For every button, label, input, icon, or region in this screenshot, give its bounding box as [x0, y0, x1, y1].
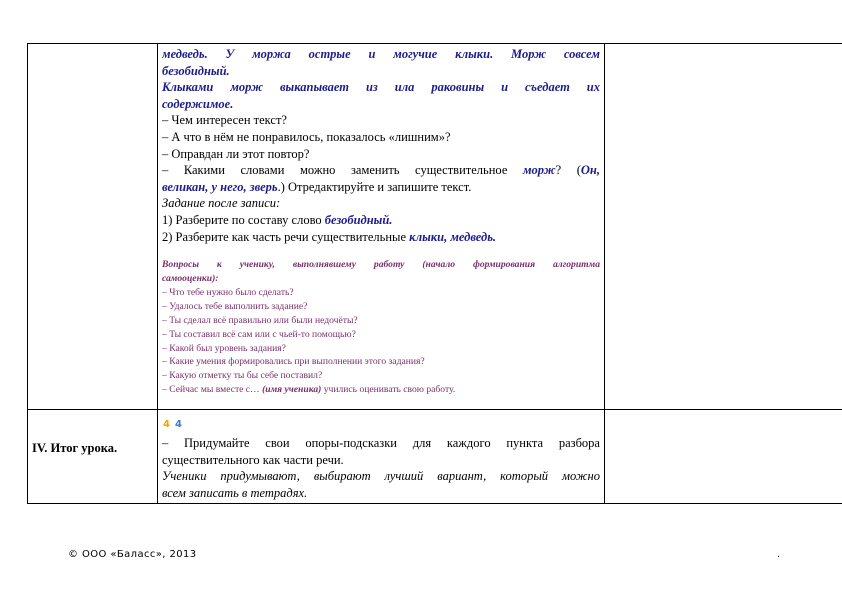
question-item: – Что тебе нужно было сделать?: [162, 286, 294, 298]
questions-title-cont: самооценки):: [162, 273, 219, 285]
summary-line-3: Ученики придумывают, выбирают лучший вариант, который можно: [162, 469, 600, 484]
col-border-left: [27, 43, 28, 504]
step-numbers: [163, 419, 182, 430]
text-line-2: безобидный.: [162, 63, 230, 78]
footer-page-dot: .: [777, 549, 781, 560]
question-item: – Удалось тебе выполнить задание?: [162, 300, 308, 312]
question-replace-cont: великан, у него, зверь.) Отредактируйте и запишите текст.: [162, 179, 472, 194]
text-line-4: содержимое.: [162, 96, 234, 111]
col-border-2: [604, 43, 605, 504]
table-top-border: [27, 43, 842, 44]
question-item: – Какие умения формировались при выполнении этого задания?: [162, 356, 425, 368]
question-interest: – Чем интересен текст?: [162, 113, 287, 128]
step-number-1: 4: [163, 419, 170, 430]
question-replace: – Какими словами можно заменить существительное морж? (Он,: [162, 163, 600, 178]
row-divider: [27, 409, 842, 410]
question-item: – Какую отметку ты бы себе поставил?: [162, 370, 323, 382]
question-item: – Какой был уровень задания?: [162, 342, 286, 354]
questions-title: Вопросы к ученику, выполнявшему работу (начало формирования алгоритма: [162, 259, 600, 271]
question-item: – Ты составил всё сам или с чьей-то помощью?: [162, 328, 356, 340]
col-border-1: [157, 43, 158, 504]
question-item: – Ты сделал всё правильно или были недочёты?: [162, 314, 358, 326]
summary-line-1: – Придумайте свои опоры-подсказки для каждого пункта разбора: [162, 436, 600, 450]
row2-content: [162, 435, 600, 501]
text-line-3: Клыками морж выкапывает из ила раковины и съедает их: [162, 80, 600, 95]
question-repeat: – Оправдан ли этот повтор?: [162, 146, 310, 161]
task-2: 2) Разберите как часть речи существительные клыки, медведь.: [162, 229, 497, 244]
question-extra: – А что в нём не понравилось, показалось «лишним»?: [162, 129, 451, 144]
step-number-2: 4: [174, 419, 182, 430]
table-bottom-border: [27, 503, 842, 504]
question-item-last: – Сейчас мы вместе с… (имя ученика) учились оценивать свою работу.: [162, 384, 456, 396]
row1-content: [162, 46, 600, 397]
summary-line-2: существительного как части речи.: [162, 452, 344, 467]
task-after-writing: Задание после записи:: [162, 196, 281, 211]
summary-line-4: всем записать в тетрадях.: [162, 485, 308, 500]
task-1: 1) Разберите по составу слово безобидный.: [162, 212, 393, 227]
stage-label: IV. Итог урока.: [32, 441, 118, 455]
text-line-1: медведь. У моржа острые и могучие клыки. Морж совсем: [162, 47, 600, 61]
footer-copyright: © ООО «Баласс», 2013: [68, 549, 197, 560]
